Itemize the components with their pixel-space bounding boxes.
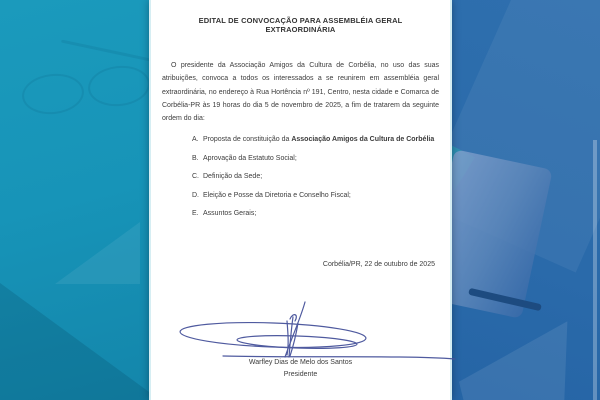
agenda-text: Definição da Sede; xyxy=(203,173,263,181)
agenda-item-e xyxy=(192,210,439,217)
signature-w-stroke xyxy=(287,321,288,355)
agenda-text: Proposta de constituição da Associação Amigos da Cultura de Corbélia xyxy=(203,136,435,144)
light-reflection-shape xyxy=(55,222,140,284)
agenda-item-a xyxy=(192,136,439,143)
agenda-letter: C. xyxy=(192,173,199,181)
agenda-letter: A. xyxy=(192,136,199,144)
agenda-letter: E. xyxy=(192,210,199,218)
agenda-item-b xyxy=(192,155,439,162)
signature-inner-loop xyxy=(237,334,357,350)
agenda-letter: B. xyxy=(192,154,199,162)
body-paragraph: O presidente da Associação Amigos da Cultura de Corbélia, no uso das suas atribuições, convoca a todos os interessados a se reunirem em assembléia geral extraordinária, no endereço à Rua Hortência nº 191, Centro, nesta cidade e Comarca de Corbélia-PR às 19 horas do dia 5 de novembro de 2025, a fim de tratarem da seguinte ordem do dia: xyxy=(162,62,439,123)
agenda-letter: D. xyxy=(192,191,199,199)
agenda-text: Assuntos Gerais; xyxy=(203,210,257,218)
agenda-text: Eleição e Posse da Diretoria e Conselho Fiscal; xyxy=(203,191,351,199)
eyeglasses-lens-shape xyxy=(86,63,152,109)
agenda-text: Aprovação da Estatuto Social; xyxy=(203,154,297,162)
agenda-list xyxy=(192,136,439,217)
dateline: Corbélia/PR, 22 de outubro de 2025 xyxy=(322,261,435,269)
edital-document xyxy=(149,0,452,400)
table-edge-highlight xyxy=(593,140,597,400)
signatory-name: Warfley Dias de Melo dos Santos xyxy=(248,359,353,366)
document-title: EDITAL DE CONVOCAÇÃO PARA ASSEMBLÉIA GERAL EXTRAORDINÁRIA xyxy=(198,16,403,34)
signatory-role: Presidente xyxy=(283,371,318,378)
signature-ink xyxy=(177,299,457,361)
signature-outer-loop xyxy=(180,320,367,350)
agenda-item-c xyxy=(192,173,439,180)
agenda-item-d xyxy=(192,192,439,199)
eyeglasses-lens-shape xyxy=(20,71,86,117)
